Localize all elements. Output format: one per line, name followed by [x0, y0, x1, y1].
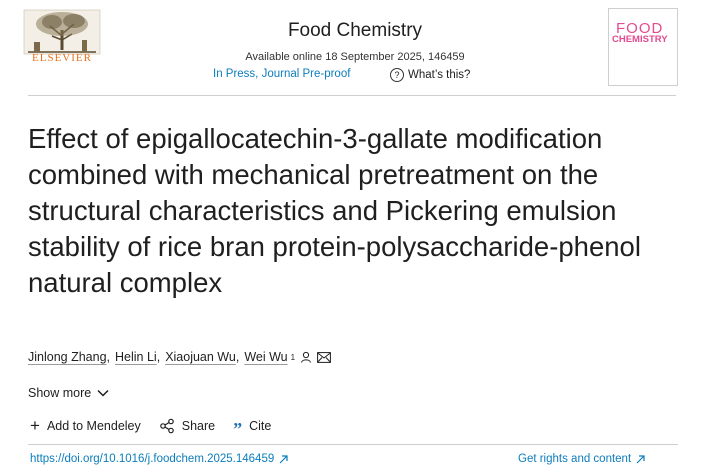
whats-this-label: What’s this? — [408, 69, 471, 81]
author-list: Jinlong Zhang , Helin Li , Xiaojuan Wu , Wei Wu 1 — [28, 350, 331, 364]
person-icon[interactable] — [300, 351, 312, 363]
doi-label: https://doi.org/10.1016/j.foodchem.2025.146459 — [30, 453, 275, 465]
article-title: Effect of epigallocatechin-3-gallate modification combined with mechanical pretreatment on the structural characteristics and Pickering emulsion stability of rice bran protein-polysaccharide-phenol natural complex — [28, 123, 641, 298]
article-actions — [30, 416, 289, 439]
email-icon[interactable] — [317, 352, 331, 363]
author-link[interactable]: Helin Li — [115, 350, 157, 364]
chevron-down-icon — [97, 389, 109, 397]
external-link-icon — [279, 455, 288, 464]
pre-proof-status — [213, 68, 350, 80]
cover-chemistry-text: CHEMISTRY — [612, 34, 668, 45]
plus-icon: + — [30, 416, 40, 435]
add-mendeley-label: Add to Mendeley — [46, 419, 141, 433]
author-link[interactable]: Jinlong Zhang — [28, 350, 107, 364]
external-link-icon — [636, 455, 645, 464]
share-label: Share — [181, 419, 216, 433]
whats-this-link[interactable] — [390, 68, 470, 82]
rights-label: Get rights and content — [518, 453, 632, 465]
footer-divider — [28, 444, 678, 445]
share-button[interactable] — [159, 418, 215, 434]
quote-icon: ” — [233, 419, 243, 439]
header-divider — [28, 95, 676, 96]
status-label: In Press, Journal Pre-proof — [213, 68, 351, 80]
add-to-mendeley-button[interactable] — [30, 416, 141, 435]
show-more-toggle[interactable] — [28, 386, 109, 400]
author-link[interactable]: Xiaojuan Wu — [165, 350, 236, 364]
show-more-label: Show more — [28, 386, 92, 400]
available-online-text: Available online 18 September 2025, 146459 — [245, 51, 465, 63]
cover-food-text: FOOD — [616, 20, 664, 37]
journal-title-link[interactable]: Food Chemistry — [287, 20, 423, 41]
affiliation-superscript[interactable]: 1 — [290, 352, 296, 362]
publisher-name: ELSEVIER — [32, 52, 92, 64]
share-icon — [159, 418, 175, 434]
doi-link[interactable] — [30, 453, 288, 465]
cite-label: Cite — [249, 419, 272, 433]
get-rights-link[interactable] — [518, 453, 645, 465]
question-icon: ? — [390, 68, 404, 82]
cite-button[interactable] — [233, 418, 272, 439]
author-link[interactable]: Wei Wu — [244, 350, 288, 364]
